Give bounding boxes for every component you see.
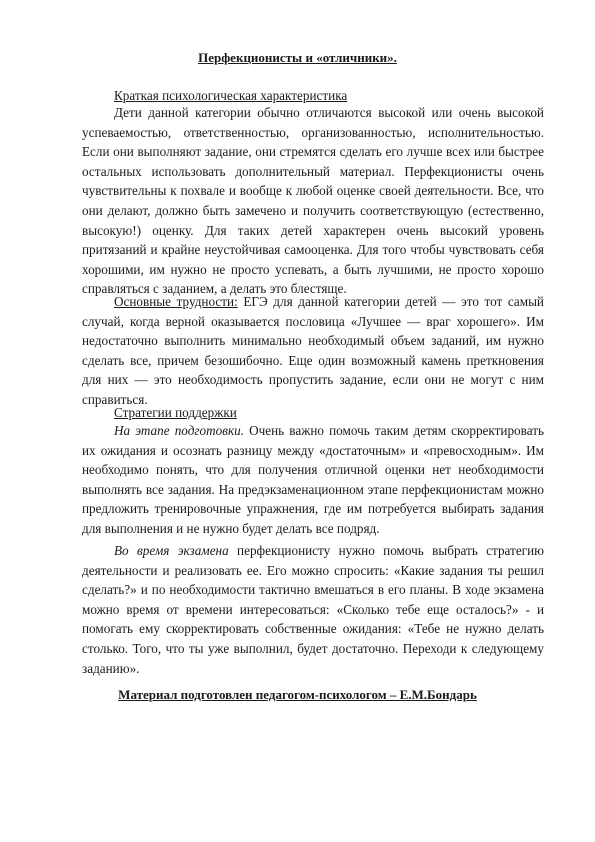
section-heading-strategies: Стратегии поддержки [114, 405, 237, 420]
page-title: Перфекционисты и «отличники». [198, 50, 397, 65]
difficulties-paragraph [82, 292, 544, 410]
author-footer: Материал подготовлен педагогом-психологом – Е.М.Бондарь [118, 687, 477, 702]
exam-lead: Во время экзамена [114, 543, 229, 558]
difficulties-heading: Основные трудности: [114, 294, 238, 309]
preparation-text: Очень важно помочь таким детям скорректировать их ожидания и осознать разницу между «достаточным» и «превосходным». Им необходимо понять, что для получения отличной оценки нет необходимости выполнять все задания. На предэкзаменационном этапе перфекционистам можно предложить тренировочные упражнения, где им потребуется выбирать задания для выполнения и не нужно будет делать все подряд. [82, 423, 544, 536]
difficulties-text: ЕГЭ для данной категории детей — это тот самый случай, когда верной оказывается пословица «Лучшее — враг хорошего». Им недостаточно выполнить минимально необходимый объем заданий, им нужно сделать все, причем безошибочно. Еще один возможный камень преткновения для них — это необходимость пропустить задание, если они не могут с ним справиться. [82, 294, 544, 407]
preparation-lead: На этапе подготовки. [114, 423, 245, 438]
preparation-paragraph [82, 421, 544, 539]
exam-paragraph [82, 541, 544, 678]
characteristics-paragraph: Дети данной категории обычно отличаются высокой или очень высокой успеваемостью, ответственностью, организованностью, исполнительностью. Если они выполняют задание, они стремятся сделать его лучше всех или быстрее остальных использовать дополнительный материал. Перфекционисты очень чувствительны к похвале и вообще к любой оценке своей деятельности. Все, что они делают, должно быть замечено и получить соответствующую (естественно, высокую!) оценку. Для таких детей характерен очень высокий уровень притязаний и крайне неустойчивая самооценка. Для того чтобы чувствовать себя хорошими, им нужно не просто успевать, а быть лучшими, не просто хорошо справляться с заданием, а делать это блестяще. [82, 105, 544, 297]
section-heading-characteristics: Краткая психологическая характеристика [114, 88, 348, 103]
exam-text: перфекционисту нужно помочь выбрать стратегию деятельности и реализовать ее. Его можно спросить: «Какие задания ты решил сделать?» и по необходимости тактично вмешаться в его планы. В ходе экзамена можно время от времени интересоваться: «Сколько тебе еще осталось?» - и помогать ему скорректировать собственные ожидания: «Тебе не нужно делать столько. Того, что ты уже выполнил, будет достаточно. Переходи к следующему заданию». [82, 543, 544, 676]
